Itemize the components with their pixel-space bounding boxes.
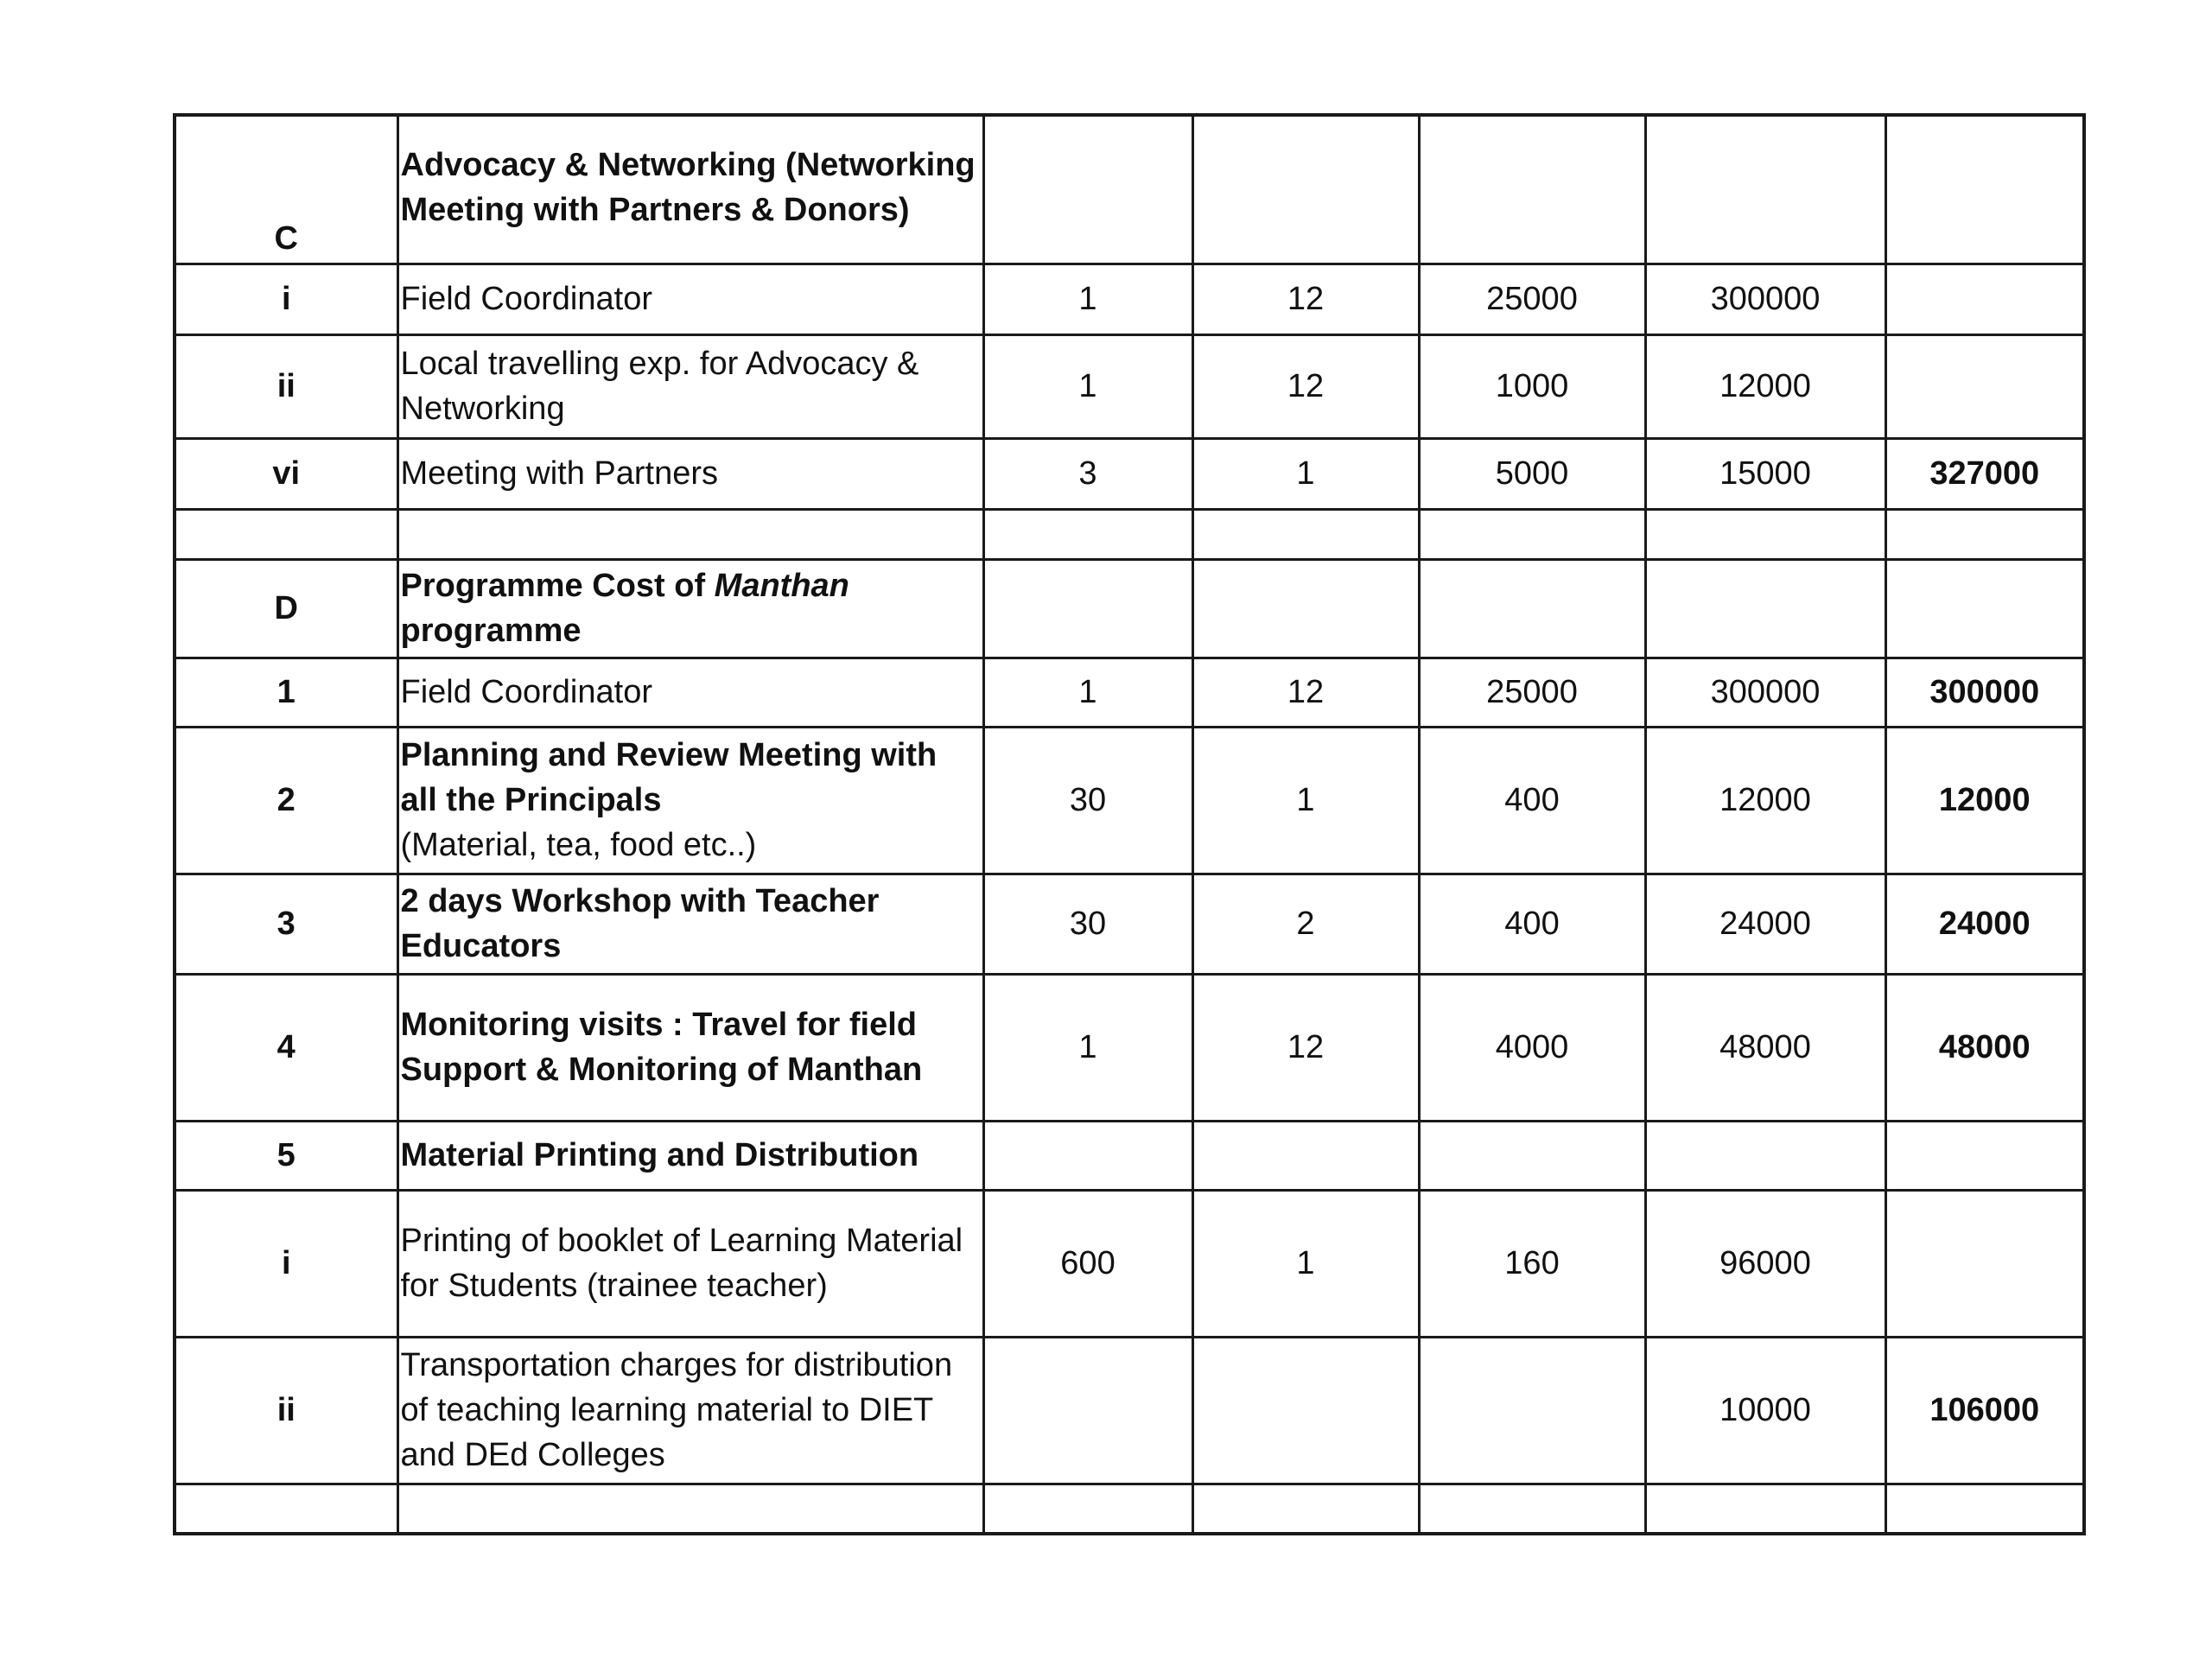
row-number: i	[175, 264, 397, 334]
item-description: Local travelling exp. for Advocacy & Networking	[397, 334, 983, 438]
row-number: 4	[175, 974, 397, 1121]
total-cell	[1885, 1484, 2084, 1534]
table-row	[175, 1121, 2084, 1190]
total-cell	[1885, 559, 2084, 658]
budget-table	[173, 113, 2086, 1535]
months-cell	[1192, 1484, 1419, 1534]
amount-cell: 12000	[1645, 334, 1885, 438]
amount-cell: 24000	[1645, 874, 1885, 974]
item-description: Transportation charges for distribution of teaching learning material to DIET and DEd Colleges	[397, 1337, 983, 1484]
months-cell	[1192, 559, 1419, 658]
rate-cell	[1419, 559, 1645, 658]
table-row	[175, 1337, 2084, 1484]
table-row	[175, 658, 2084, 727]
item-description	[397, 509, 983, 559]
table-row-section-c	[175, 115, 2084, 264]
row-number: i	[175, 1190, 397, 1337]
months-cell	[1192, 509, 1419, 559]
table-row	[175, 438, 2084, 509]
item-note: (Material, tea, food etc..)	[400, 827, 757, 863]
qty-cell	[983, 115, 1192, 264]
months-cell: 12	[1192, 334, 1419, 438]
rate-cell	[1419, 1484, 1645, 1534]
row-number: D	[175, 559, 397, 658]
heading-text: Programme Cost of	[400, 568, 715, 604]
amount-cell	[1645, 1484, 1885, 1534]
qty-cell: 1	[983, 264, 1192, 334]
rate-cell: 5000	[1419, 438, 1645, 509]
total-cell: 48000	[1885, 974, 2084, 1121]
empty-row	[175, 509, 2084, 559]
total-cell: 12000	[1885, 727, 2084, 874]
total-cell	[1885, 264, 2084, 334]
row-number: C	[175, 115, 397, 264]
rate-cell: 4000	[1419, 974, 1645, 1121]
item-description: Field Coordinator	[397, 264, 983, 334]
qty-cell	[983, 1121, 1192, 1190]
total-cell	[1885, 1121, 2084, 1190]
row-number: ii	[175, 1337, 397, 1484]
months-cell: 12	[1192, 658, 1419, 727]
amount-cell: 48000	[1645, 974, 1885, 1121]
table-row	[175, 334, 2084, 438]
table-row	[175, 874, 2084, 974]
qty-cell: 1	[983, 658, 1192, 727]
total-cell: 300000	[1885, 658, 2084, 727]
qty-cell: 30	[983, 874, 1192, 974]
rate-cell	[1419, 115, 1645, 264]
item-description: Meeting with Partners	[397, 438, 983, 509]
item-heading: Planning and Review Meeting with all the Principals	[400, 737, 938, 818]
rate-cell: 1000	[1419, 334, 1645, 438]
months-cell: 1	[1192, 438, 1419, 509]
months-cell: 1	[1192, 727, 1419, 874]
table-row-section-d	[175, 559, 2084, 658]
amount-cell: 300000	[1645, 264, 1885, 334]
item-heading: Monitoring visits : Travel for field Support & Monitoring of Manthan	[397, 974, 983, 1121]
qty-cell	[983, 509, 1192, 559]
heading-text-end: programme	[400, 613, 582, 649]
rate-cell: 400	[1419, 874, 1645, 974]
row-number: ii	[175, 334, 397, 438]
table-row	[175, 264, 2084, 334]
amount-cell	[1645, 509, 1885, 559]
row-number	[175, 509, 397, 559]
table-row	[175, 974, 2084, 1121]
item-description	[397, 727, 983, 874]
amount-cell: 15000	[1645, 438, 1885, 509]
months-cell: 12	[1192, 974, 1419, 1121]
amount-cell: 12000	[1645, 727, 1885, 874]
total-cell: 106000	[1885, 1337, 2084, 1484]
qty-cell: 3	[983, 438, 1192, 509]
total-cell	[1885, 1190, 2084, 1337]
amount-cell: 96000	[1645, 1190, 1885, 1337]
total-cell	[1885, 334, 2084, 438]
item-heading: 2 days Workshop with Teacher Educators	[397, 874, 983, 974]
row-number: 3	[175, 874, 397, 974]
row-number: 2	[175, 727, 397, 874]
qty-cell: 30	[983, 727, 1192, 874]
rate-cell: 25000	[1419, 264, 1645, 334]
row-number: vi	[175, 438, 397, 509]
amount-cell: 10000	[1645, 1337, 1885, 1484]
rate-cell: 25000	[1419, 658, 1645, 727]
qty-cell	[983, 559, 1192, 658]
rate-cell	[1419, 1337, 1645, 1484]
section-heading	[397, 559, 983, 658]
months-cell	[1192, 115, 1419, 264]
table-row	[175, 727, 2084, 874]
qty-cell: 1	[983, 974, 1192, 1121]
months-cell	[1192, 1337, 1419, 1484]
rate-cell	[1419, 509, 1645, 559]
item-description	[397, 1484, 983, 1534]
rate-cell: 400	[1419, 727, 1645, 874]
qty-cell: 1	[983, 334, 1192, 438]
qty-cell	[983, 1337, 1192, 1484]
programme-name: Manthan	[714, 568, 849, 604]
amount-cell	[1645, 559, 1885, 658]
item-description: Field Coordinator	[397, 658, 983, 727]
total-cell: 327000	[1885, 438, 2084, 509]
amount-cell: 300000	[1645, 658, 1885, 727]
months-cell: 1	[1192, 1190, 1419, 1337]
amount-cell	[1645, 115, 1885, 264]
section-heading: Advocacy & Networking (Networking Meeting with Partners & Donors)	[397, 115, 983, 264]
item-heading: Material Printing and Distribution	[397, 1121, 983, 1190]
months-cell: 12	[1192, 264, 1419, 334]
total-cell	[1885, 509, 2084, 559]
item-description: Printing of booklet of Learning Material for Students (trainee teacher)	[397, 1190, 983, 1337]
amount-cell	[1645, 1121, 1885, 1190]
months-cell	[1192, 1121, 1419, 1190]
months-cell: 2	[1192, 874, 1419, 974]
total-cell: 24000	[1885, 874, 2084, 974]
qty-cell: 600	[983, 1190, 1192, 1337]
rate-cell: 160	[1419, 1190, 1645, 1337]
total-cell	[1885, 115, 2084, 264]
rate-cell	[1419, 1121, 1645, 1190]
qty-cell	[983, 1484, 1192, 1534]
row-number	[175, 1484, 397, 1534]
empty-row	[175, 1484, 2084, 1534]
table-row	[175, 1190, 2084, 1337]
row-number: 5	[175, 1121, 397, 1190]
row-number: 1	[175, 658, 397, 727]
